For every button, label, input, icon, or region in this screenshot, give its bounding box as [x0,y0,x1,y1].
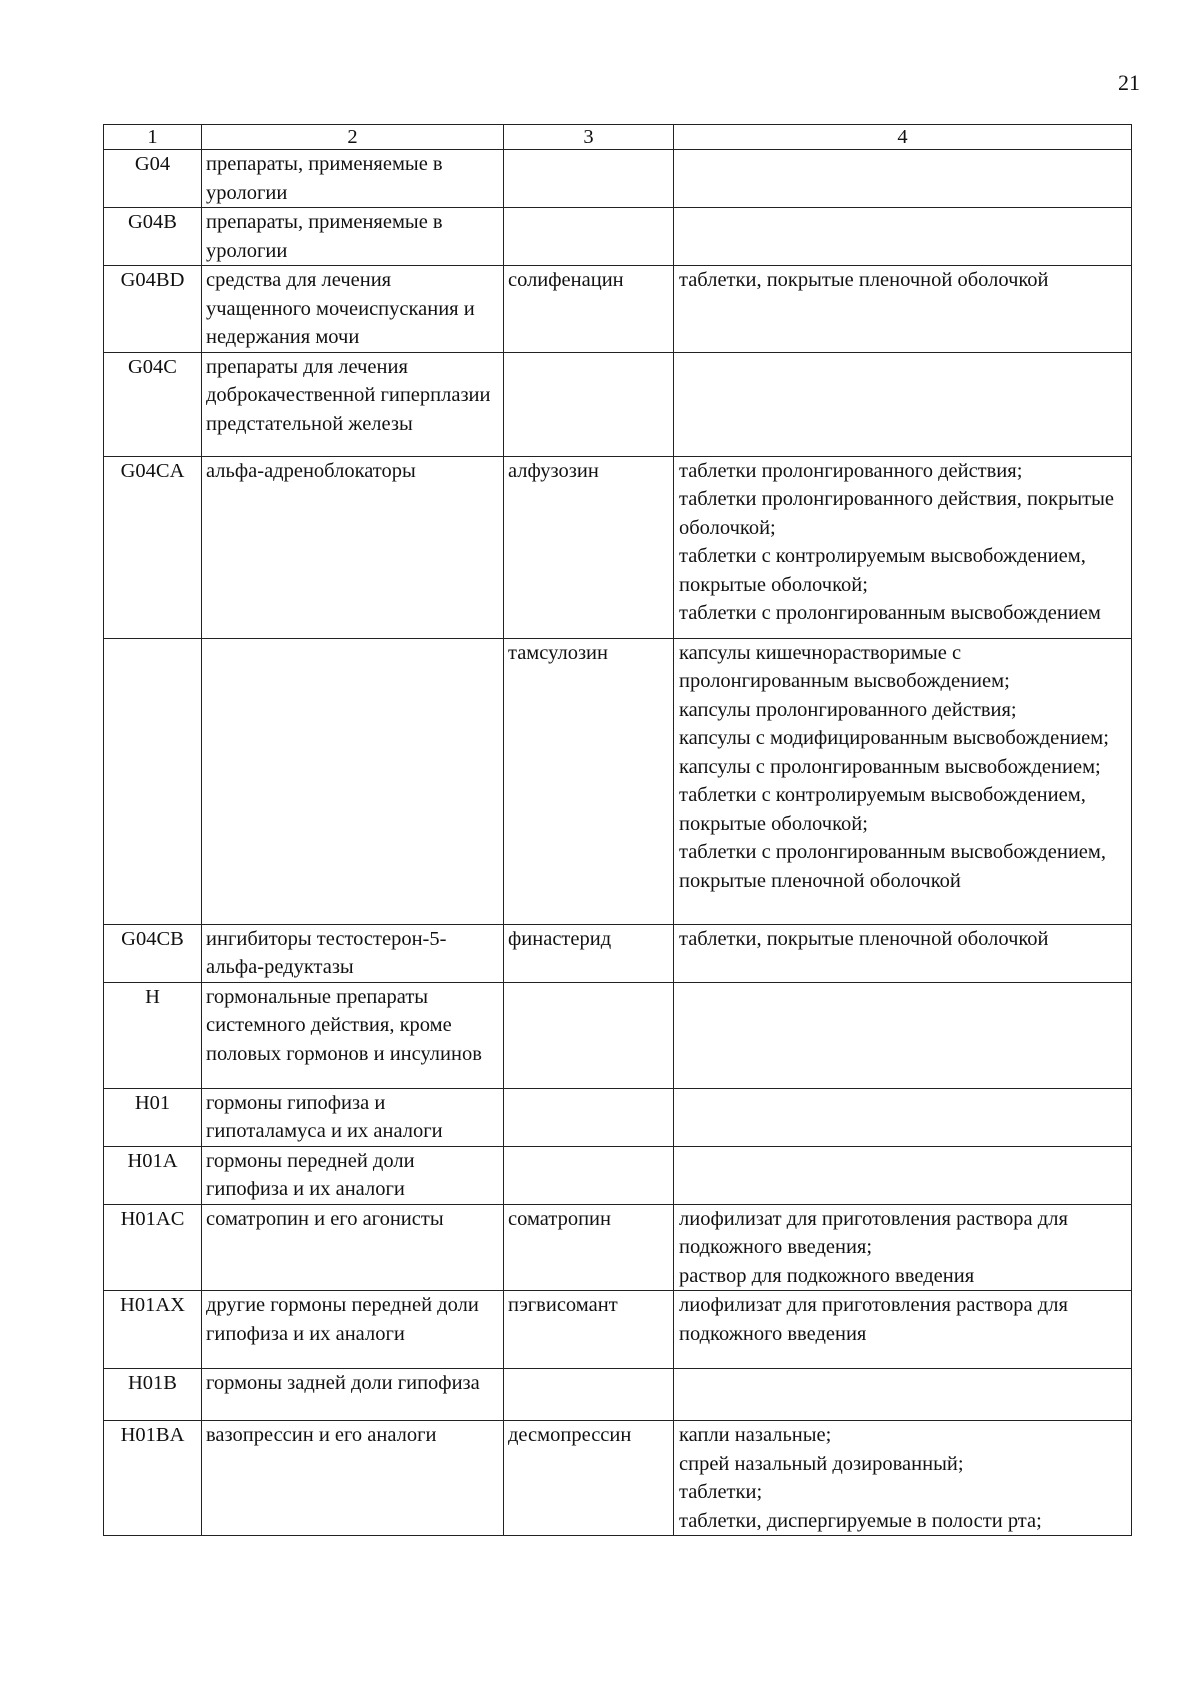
group-name-cell: гормоны гипофиза и гипоталамуса и их аналоги [202,1088,504,1146]
atc-code-cell: H01A [104,1146,202,1204]
dosage-forms-cell [674,150,1132,208]
table-row [104,208,1132,266]
atc-code-cell: H01B [104,1369,202,1421]
group-name-cell: препараты для лечения доброкачественной гиперплазии предстательной железы [202,352,504,456]
atc-code-cell: G04 [104,150,202,208]
table-row [104,150,1132,208]
group-name-cell: гормоны передней доли гипофиза и их аналоги [202,1146,504,1204]
header-col-4: 4 [674,125,1132,150]
table-row [104,266,1132,353]
substance-cell: финастерид [504,924,674,982]
group-name-cell: препараты, применяемые в урологии [202,208,504,266]
table-row [104,1204,1132,1291]
substance-cell: десмопрессин [504,1421,674,1536]
header-col-1: 1 [104,125,202,150]
atc-code-cell: G04CB [104,924,202,982]
dosage-forms-cell: капли назальные; спрей назальный дозированный; таблетки; таблетки, диспергируемые в полости рта; [674,1421,1132,1536]
group-name-cell: ингибиторы тестостерон-5-альфа-редуктазы [202,924,504,982]
substance-cell [504,352,674,456]
table-row [104,1146,1132,1204]
group-name-cell: гормоны задней доли гипофиза [202,1369,504,1421]
group-name-cell: альфа-адреноблокаторы [202,456,504,638]
substance-cell: солифенацин [504,266,674,353]
dosage-forms-cell: таблетки, покрытые пленочной оболочкой [674,266,1132,353]
group-name-cell: вазопрессин и его аналоги [202,1421,504,1536]
atc-code-cell: H [104,982,202,1088]
dosage-forms-cell: лиофилизат для приготовления раствора для подкожного введения; раствор для подкожного введения [674,1204,1132,1291]
dosage-forms-cell [674,208,1132,266]
dosage-forms-cell: таблетки, покрытые пленочной оболочкой [674,924,1132,982]
atc-code-cell: H01AC [104,1204,202,1291]
table-row [104,456,1132,638]
group-name-cell: гормональные препараты системного действия, кроме половых гормонов и инсулинов [202,982,504,1088]
group-name-cell: другие гормоны передней доли гипофиза и их аналоги [202,1291,504,1369]
substance-cell [504,208,674,266]
group-name-cell [202,638,504,924]
table-row [104,1369,1132,1421]
substance-cell [504,982,674,1088]
dosage-forms-cell: лиофилизат для приготовления раствора для подкожного введения [674,1291,1132,1369]
group-name-cell: средства для лечения учащенного мочеиспускания и недержания мочи [202,266,504,353]
group-name-cell: препараты, применяемые в урологии [202,150,504,208]
dosage-forms-cell [674,1369,1132,1421]
table-body [104,150,1132,1536]
drug-table [103,124,1132,1536]
atc-code-cell: G04C [104,352,202,456]
atc-code-cell: H01AX [104,1291,202,1369]
table-row [104,1291,1132,1369]
table-row [104,1421,1132,1536]
substance-cell: тамсулозин [504,638,674,924]
atc-code-cell: G04BD [104,266,202,353]
table-row [104,1088,1132,1146]
substance-cell [504,1146,674,1204]
header-row [104,125,1132,150]
substance-cell: пэгвисомант [504,1291,674,1369]
table-row [104,924,1132,982]
substance-cell: алфузозин [504,456,674,638]
header-col-2: 2 [202,125,504,150]
substance-cell [504,150,674,208]
dosage-forms-cell [674,352,1132,456]
substance-cell [504,1088,674,1146]
header-col-3: 3 [504,125,674,150]
substance-cell [504,1369,674,1421]
table-row [104,638,1132,924]
group-name-cell: соматропин и его агонисты [202,1204,504,1291]
dosage-forms-cell [674,982,1132,1088]
table-row [104,352,1132,456]
atc-code-cell: H01BA [104,1421,202,1536]
atc-code-cell [104,638,202,924]
dosage-forms-cell: капсулы кишечнорастворимые с пролонгированным высвобождением; капсулы пролонгированного действия; капсулы с модифицированным высвобождением; капсулы с пролонгированным высвобождением; таблетки с контролируемым высвобождением, покрытые оболочкой; таблетки с пролонгированным высвобождением, покрытые пленочной оболочкой [674,638,1132,924]
substance-cell: соматропин [504,1204,674,1291]
page-number: 21 [1118,70,1140,95]
dosage-forms-cell: таблетки пролонгированного действия; таблетки пролонгированного действия, покрытые оболочкой; таблетки с контролируемым высвобождением, покрытые оболочкой; таблетки с пролонгированным высвобождением [674,456,1132,638]
atc-code-cell: G04B [104,208,202,266]
dosage-forms-cell [674,1088,1132,1146]
atc-code-cell: G04CA [104,456,202,638]
table-row [104,982,1132,1088]
atc-code-cell: H01 [104,1088,202,1146]
dosage-forms-cell [674,1146,1132,1204]
